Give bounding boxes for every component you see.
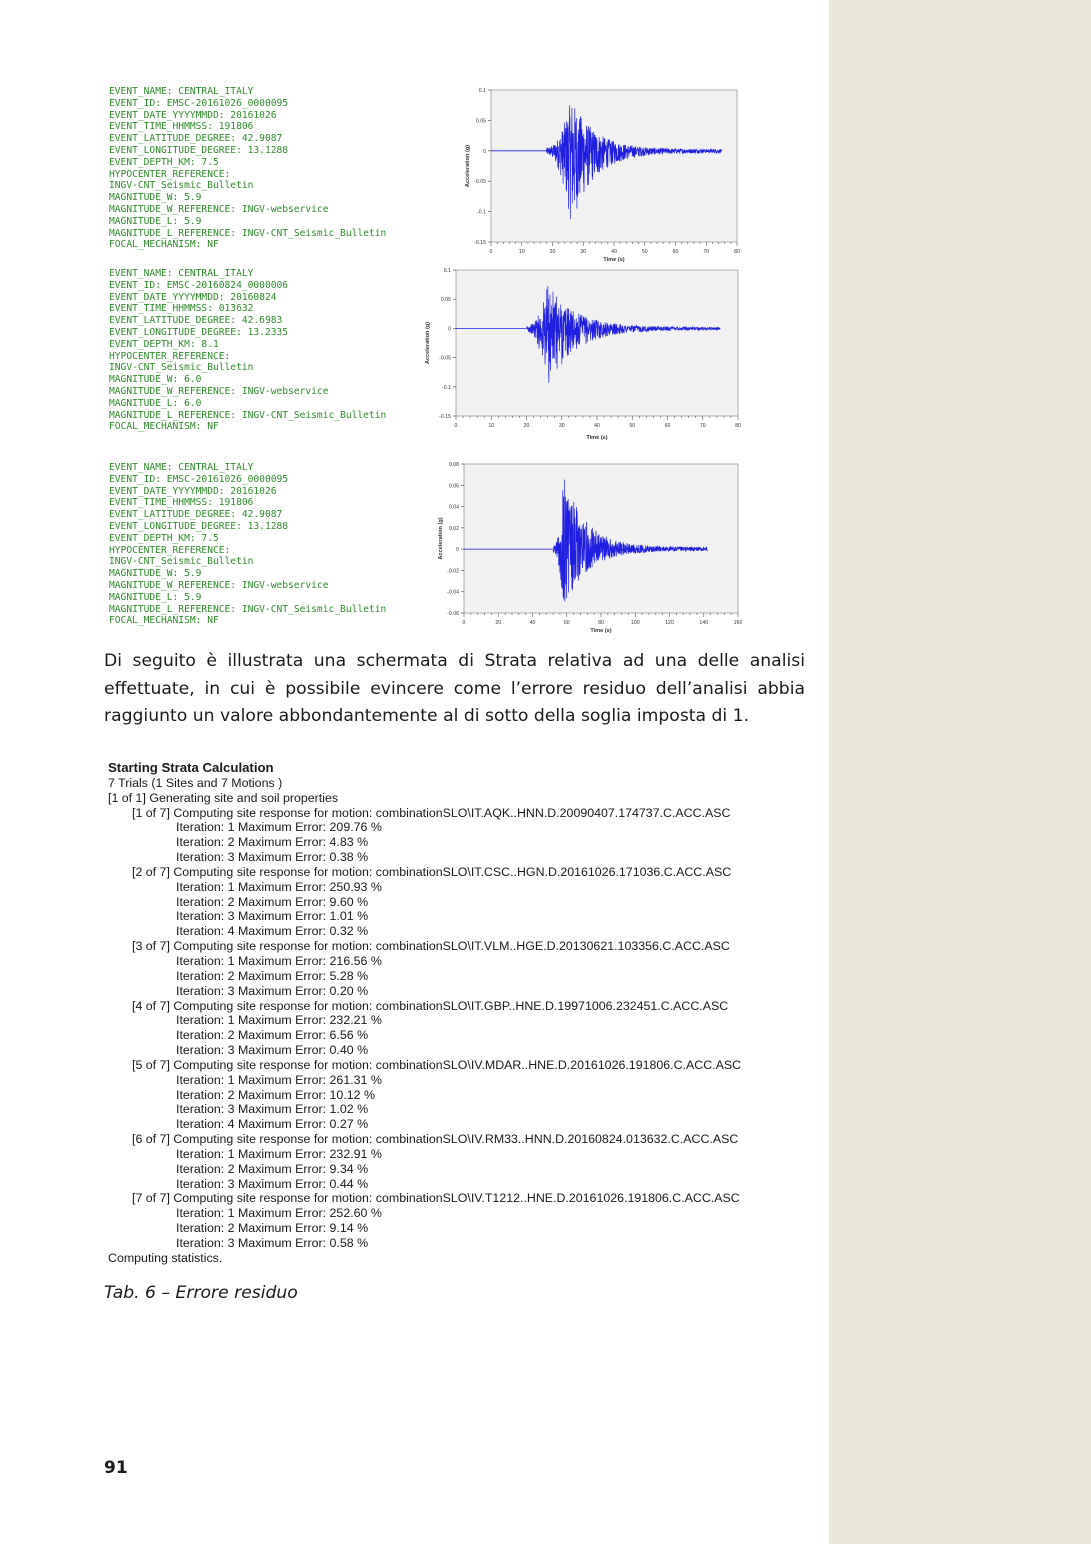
y-tick-label: -0.15 [474, 240, 486, 246]
y-tick-label: 0.1 [478, 88, 486, 94]
log-iteration-row: Iteration: 1 Maximum Error: 250.93 % [176, 879, 382, 894]
log-iteration-row: Iteration: 2 Maximum Error: 4.83 % [176, 835, 369, 850]
log-generating: [1 of 1] Generating site and soil properties [108, 790, 339, 805]
event-metadata-line: EVENT_NAME: CENTRAL_ITALY [109, 462, 254, 473]
log-iteration-row: Iteration: 1 Maximum Error: 232.21 % [176, 1013, 382, 1028]
event-metadata-line: FOCAL_MECHANISM: NF [109, 615, 219, 627]
event-metadata-line: EVENT_TIME_HHMMSS: 191806 [109, 497, 254, 509]
event-metadata-line: EVENT_LONGITUDE_DEGREE: 13.1288 [109, 520, 289, 532]
log-iteration-row: Iteration: 3 Maximum Error: 1.02 % [176, 1102, 369, 1117]
x-tick-label: 30 [580, 249, 587, 255]
event-metadata-line: MAGNITUDE_L_REFERENCE: INGV-CNT_Seismic_Bulletin [109, 603, 387, 615]
x-tick-label: 80 [734, 249, 740, 255]
log-motion-header: [1 of 7] Computing site response for motion: combinationSLO\IT.AQK..HNN.D.20090407.174737.C.ACC.ASC [132, 805, 731, 820]
accelerogram-chart-1 [463, 86, 741, 264]
event-metadata-line: MAGNITUDE_W_REFERENCE: INGV-webservice [109, 203, 329, 215]
y-tick-label: 0.06 [448, 483, 459, 490]
strata-log [108, 761, 808, 1266]
x-tick-label: 40 [594, 423, 600, 429]
event-metadata-line: MAGNITUDE_W_REFERENCE: INGV-webservice [109, 385, 329, 397]
log-motion-header: [4 of 7] Computing site response for motion: combinationSLO\IT.GBP..HNE.D.19971006.232451.C.ACC.ASC [132, 998, 729, 1013]
event-metadata-2 [109, 268, 429, 433]
y-axis-label: Acceleration (g) [425, 321, 431, 365]
x-tick-label: 60 [563, 620, 570, 626]
x-tick-label: 0 [489, 249, 493, 255]
log-iteration-row: Iteration: 3 Maximum Error: 0.44 % [176, 1176, 369, 1191]
event-metadata-line: INGV-CNT_Seismic_Bulletin [109, 180, 254, 192]
x-tick-label: 120 [665, 620, 674, 626]
log-iteration-row: Iteration: 3 Maximum Error: 0.20 % [176, 983, 369, 998]
event-metadata-line: EVENT_ID: EMSC-20161026_0000095 [109, 97, 289, 109]
event-metadata-line: EVENT_LONGITUDE_DEGREE: 13.1288 [109, 144, 289, 156]
log-title: Starting Strata Calculation [108, 760, 274, 775]
event-metadata-line: MAGNITUDE_W: 5.9 [109, 568, 202, 580]
x-axis-label: Time (s) [590, 628, 612, 634]
log-iteration-row: Iteration: 2 Maximum Error: 5.28 % [176, 968, 369, 983]
table-caption: Tab. 6 – Errore residuo [104, 1283, 298, 1303]
x-tick-label: 40 [611, 249, 617, 255]
event-metadata-line: FOCAL_MECHANISM: NF [109, 421, 219, 433]
event-metadata-line: HYPOCENTER_REFERENCE: [109, 544, 231, 556]
log-trials: 7 Trials (1 Sites and 7 Motions ) [108, 775, 283, 790]
event-metadata-line: EVENT_ID: EMSC-20161026_0000095 [109, 473, 289, 485]
x-tick-label: 40 [529, 620, 536, 626]
event-metadata-line: MAGNITUDE_W: 6.0 [109, 374, 202, 386]
y-tick-label: 0 [483, 148, 486, 155]
event-metadata-line: INGV-CNT_Seismic_Bulletin [109, 362, 254, 374]
log-iteration-row: Iteration: 2 Maximum Error: 9.34 % [176, 1161, 369, 1176]
event-metadata-line: EVENT_DATE_YYYYMMDD: 20161026 [109, 109, 277, 121]
accelerogram-svg-3 [436, 460, 742, 635]
x-tick-label: 10 [488, 423, 495, 429]
y-tick-label: 0 [448, 326, 451, 333]
event-metadata-line: EVENT_NAME: CENTRAL_ITALY [109, 268, 254, 279]
log-motion-header: [7 of 7] Computing site response for motion: combinationSLO\IV.T1212..HNE.D.20161026.191806.C.ACC.ASC [132, 1191, 740, 1206]
x-tick-label: 0 [462, 620, 466, 626]
event-metadata-line: MAGNITUDE_L: 6.0 [109, 397, 202, 409]
event-metadata-line: MAGNITUDE_L_REFERENCE: INGV-CNT_Seismic_Bulletin [109, 409, 387, 421]
y-tick-label: 0 [456, 547, 459, 554]
page-number: 91 [104, 1458, 128, 1478]
x-tick-label: 140 [699, 620, 709, 626]
log-iteration-row: Iteration: 1 Maximum Error: 209.76 % [176, 820, 382, 835]
log-iteration-row: Iteration: 4 Maximum Error: 0.32 % [176, 924, 369, 939]
x-tick-label: 100 [630, 620, 640, 626]
log-motion-header: [6 of 7] Computing site response for motion: combinationSLO\IV.RM33..HNN.D.20160824.013632.C.ACC.ASC [132, 1132, 739, 1147]
event-metadata-line: HYPOCENTER_REFERENCE: [109, 168, 231, 180]
event-metadata-line: EVENT_NAME: CENTRAL_ITALY [109, 86, 254, 97]
log-iteration-row: Iteration: 1 Maximum Error: 216.56 % [176, 953, 382, 968]
y-tick-label: -0.04 [447, 589, 459, 596]
y-tick-label: -0.02 [447, 568, 459, 575]
log-iteration-row: Iteration: 3 Maximum Error: 1.01 % [176, 909, 369, 924]
log-iteration-row: Iteration: 2 Maximum Error: 10.12 % [176, 1087, 376, 1102]
log-iteration-row: Iteration: 4 Maximum Error: 0.27 % [176, 1117, 369, 1132]
event-metadata-line: INGV-CNT_Seismic_Bulletin [109, 556, 254, 568]
log-footer: Computing statistics. [108, 1250, 223, 1265]
y-axis-label: Acceleration (g) [438, 517, 444, 560]
event-metadata-line: FOCAL_MECHANISM: NF [109, 239, 219, 251]
x-tick-label: 30 [558, 423, 565, 429]
x-tick-label: 20 [523, 423, 530, 429]
body-paragraph: Di seguito è illustrata una schermata di Strata relativa ad una delle analisi effettuate, in cui è possibile evincere come l’errore residuo dell’analisi abbia raggiunto un valore abbondantemente al di sotto della soglia imposta di 1. [104, 651, 805, 727]
event-metadata-1 [109, 86, 429, 251]
x-tick-label: 20 [549, 249, 556, 255]
event-metadata-line: EVENT_DEPTH_KM: 8.1 [109, 338, 219, 350]
y-tick-label: 0.04 [448, 504, 459, 511]
y-tick-label: -0.15 [439, 414, 451, 420]
x-tick-label: 60 [672, 249, 679, 255]
log-motion-header: [5 of 7] Computing site response for motion: combinationSLO\IV.MDAR..HNE.D.20161026.191806.C.ACC.ASC [132, 1057, 742, 1072]
event-metadata-line: EVENT_DATE_YYYYMMDD: 20161026 [109, 485, 277, 497]
log-iteration-row: Iteration: 3 Maximum Error: 0.58 % [176, 1236, 369, 1250]
accelerogram-svg-2 [422, 264, 742, 442]
y-tick-label: 0.05 [440, 297, 451, 304]
event-metadata-line: HYPOCENTER_REFERENCE: [109, 350, 231, 362]
y-tick-label: 0.02 [448, 525, 459, 532]
event-metadata-line: MAGNITUDE_W_REFERENCE: INGV-webservice [109, 579, 329, 591]
event-metadata-line: EVENT_ID: EMSC-20160824_0000006 [109, 279, 289, 291]
log-iteration-row: Iteration: 2 Maximum Error: 9.14 % [176, 1221, 369, 1236]
event-metadata-line: EVENT_DATE_YYYYMMDD: 20160824 [109, 291, 277, 303]
y-axis-label: Acceleration (g) [465, 144, 471, 188]
event-metadata-line: EVENT_TIME_HHMMSS: 013632 [109, 303, 254, 315]
log-iteration-row: Iteration: 2 Maximum Error: 9.60 % [176, 894, 369, 909]
y-tick-label: -0.06 [447, 611, 459, 617]
x-tick-label: 0 [454, 423, 458, 429]
plot-area [491, 90, 737, 242]
y-tick-label: -0.1 [477, 209, 486, 216]
y-tick-label: 0.1 [443, 268, 451, 274]
event-metadata-line: EVENT_TIME_HHMMSS: 191806 [109, 121, 254, 133]
x-tick-label: 70 [703, 249, 710, 255]
x-tick-label: 70 [699, 423, 706, 429]
event-metadata-3 [109, 462, 429, 627]
log-iteration-row: Iteration: 3 Maximum Error: 0.40 % [176, 1043, 369, 1058]
x-tick-label: 20 [495, 620, 502, 626]
log-motion-header: [2 of 7] Computing site response for motion: combinationSLO\IT.CSC..HGN.D.20161026.171036.C.ACC.ASC [132, 864, 732, 879]
accelerogram-chart-2 [422, 264, 742, 442]
accelerogram-chart-3 [436, 460, 742, 635]
log-iteration-row: Iteration: 1 Maximum Error: 232.91 % [176, 1146, 382, 1161]
x-tick-label: 50 [641, 249, 648, 255]
y-tick-label: 0.05 [475, 118, 486, 125]
event-metadata-line: EVENT_LONGITUDE_DEGREE: 13.2335 [109, 326, 289, 338]
x-tick-label: 60 [664, 423, 671, 429]
log-motions [108, 806, 808, 1251]
log-iteration-row: Iteration: 1 Maximum Error: 261.31 % [176, 1072, 382, 1087]
event-metadata-line: MAGNITUDE_L_REFERENCE: INGV-CNT_Seismic_Bulletin [109, 227, 387, 239]
x-tick-label: 80 [735, 423, 741, 429]
event-metadata-line: MAGNITUDE_W: 5.9 [109, 192, 202, 204]
log-iteration-row: Iteration: 3 Maximum Error: 0.38 % [176, 850, 369, 865]
page-sidebar-band [829, 0, 1091, 1544]
log-iteration-row: Iteration: 1 Maximum Error: 252.60 % [176, 1206, 382, 1221]
x-axis-label: Time (s) [603, 257, 625, 263]
event-metadata-line: EVENT_DEPTH_KM: 7.5 [109, 532, 219, 544]
x-tick-label: 10 [518, 249, 525, 255]
event-metadata-line: EVENT_LATITUDE_DEGREE: 42.9087 [109, 133, 283, 145]
accelerogram-svg-1 [463, 86, 741, 264]
event-metadata-line: MAGNITUDE_L: 5.9 [109, 591, 202, 603]
x-tick-label: 160 [733, 620, 742, 626]
x-tick-label: 80 [598, 620, 604, 626]
plot-area [456, 270, 738, 416]
x-tick-label: 50 [629, 423, 636, 429]
y-tick-label: 0.08 [448, 462, 459, 468]
y-tick-label: -0.05 [439, 355, 451, 362]
y-tick-label: -0.1 [442, 384, 451, 391]
event-metadata-line: EVENT_DEPTH_KM: 7.5 [109, 156, 219, 168]
event-metadata-line: EVENT_LATITUDE_DEGREE: 42.6983 [109, 315, 283, 327]
y-tick-label: -0.05 [474, 179, 486, 186]
log-iteration-row: Iteration: 2 Maximum Error: 6.56 % [176, 1028, 369, 1043]
log-motion-header: [3 of 7] Computing site response for motion: combinationSLO\IT.VLM..HGE.D.20130621.103356.C.ACC.ASC [132, 939, 730, 954]
event-metadata-line: EVENT_LATITUDE_DEGREE: 42.9087 [109, 509, 283, 521]
x-axis-label: Time (s) [586, 435, 608, 441]
event-metadata-line: MAGNITUDE_L: 5.9 [109, 215, 202, 227]
